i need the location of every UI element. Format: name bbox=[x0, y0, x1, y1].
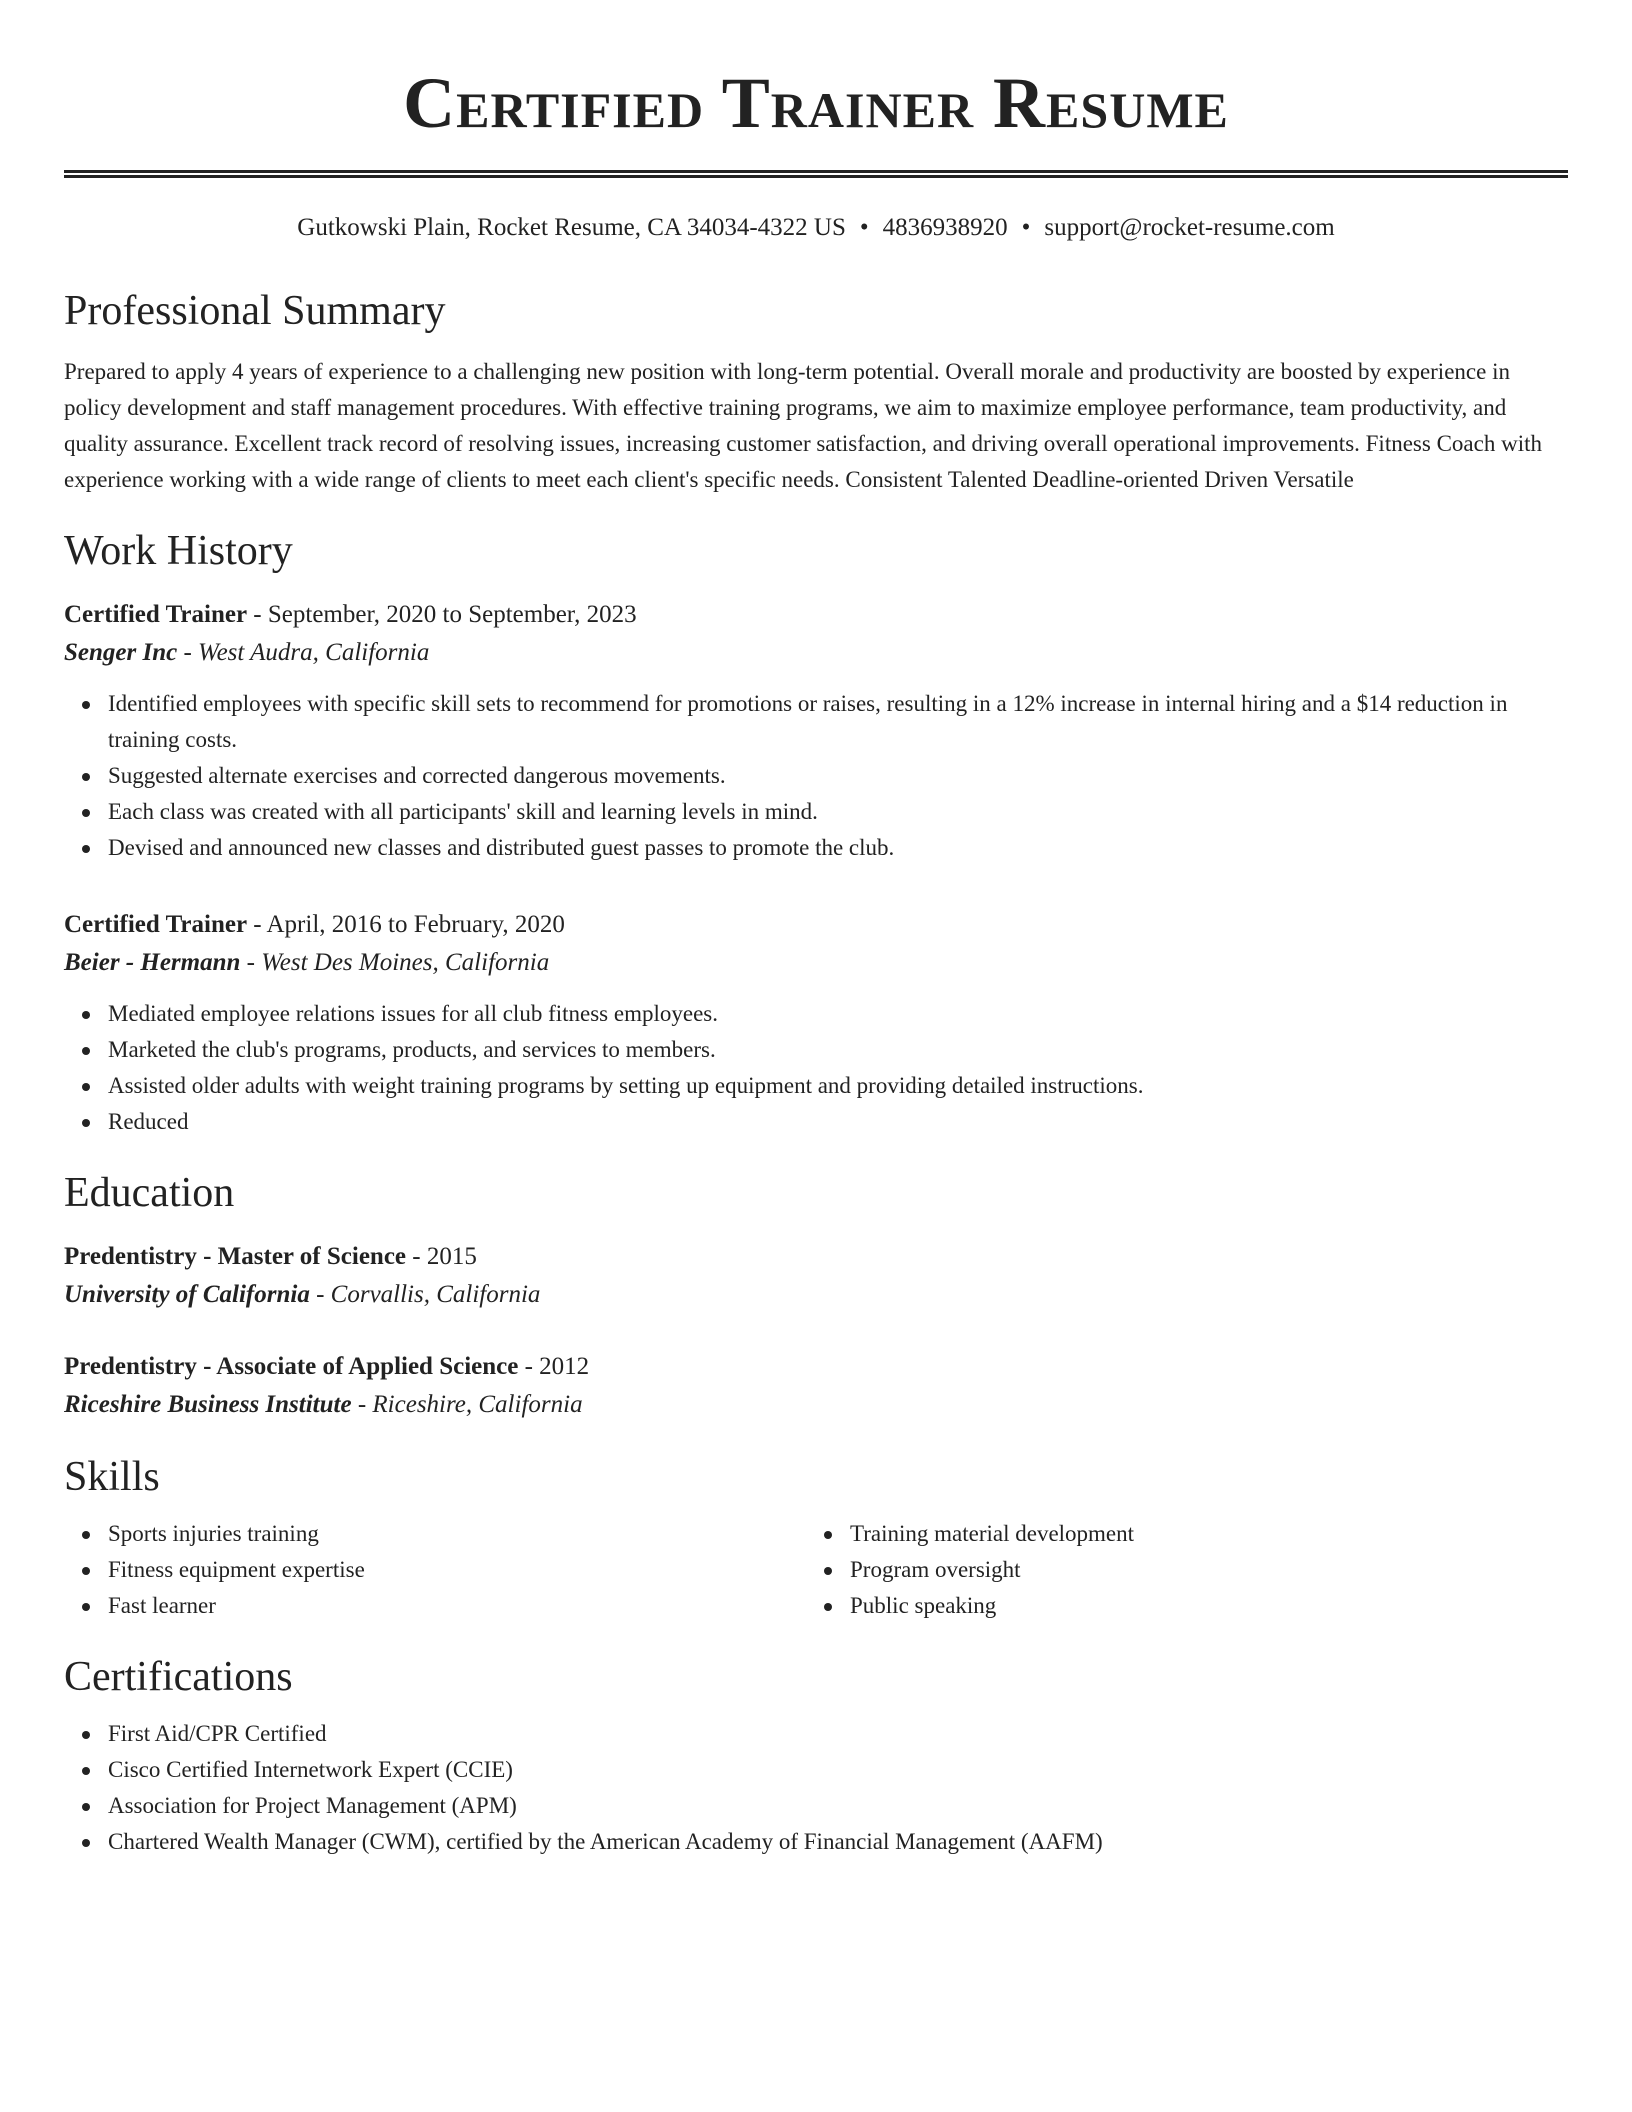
job-company: Senger Inc bbox=[64, 639, 178, 666]
contact-email: support@rocket-resume.com bbox=[1044, 214, 1335, 241]
education-school-line bbox=[64, 1276, 1568, 1314]
skill-item: Program oversight bbox=[850, 1552, 1548, 1588]
education-degree: Predentistry - Master of Science bbox=[64, 1243, 407, 1270]
resume-title: Certified Trainer Resume bbox=[403, 63, 1229, 143]
job-bullet: Reduced bbox=[108, 1104, 1568, 1140]
job-company-line bbox=[64, 634, 1568, 672]
certification-item: Chartered Wealth Manager (CWM), certified by the American Academy of Financial Management (AAFM) bbox=[108, 1824, 1568, 1860]
job-bullet-list bbox=[64, 686, 1568, 866]
education-degree: Predentistry - Associate of Applied Science bbox=[64, 1353, 519, 1380]
job-role-line bbox=[64, 906, 1568, 944]
education-school-line bbox=[64, 1386, 1568, 1424]
education-school: Riceshire Business Institute bbox=[64, 1391, 352, 1418]
education-degree-line bbox=[64, 1348, 1568, 1386]
job-bullet-list bbox=[64, 996, 1568, 1140]
summary-text: Prepared to apply 4 years of experience to a challenging new position with long-term potential. Overall morale and productivity are boosted by experience in policy development and staff management procedures. With effective training programs, we aim to maximize employee performance, team productivity, and quality assurance. Excellent track record of resolving issues, increasing customer satisfaction, and driving overall operational improvements. Fitness Coach with experience working with a wide range of clients to meet each client's specific needs. Consistent Talented Deadline-oriented Driven Versatile bbox=[64, 359, 1542, 492]
skills-list-right bbox=[806, 1516, 1548, 1624]
job-bullet: Mediated employee relations issues for all club fitness employees. bbox=[108, 996, 1568, 1032]
education-location: - Corvallis, California bbox=[309, 1281, 541, 1308]
job-bullet: Each class was created with all participants' skill and learning levels in mind. bbox=[108, 794, 1568, 830]
title-double-rule bbox=[64, 170, 1568, 178]
job-company-line bbox=[64, 944, 1568, 982]
certification-item: Association for Project Management (APM) bbox=[108, 1788, 1568, 1824]
contact-separator: • bbox=[1021, 214, 1031, 241]
contact-line bbox=[64, 212, 1568, 244]
contact-phone: 4836938920 bbox=[882, 214, 1008, 241]
education-entry bbox=[64, 1348, 1568, 1424]
skill-item: Public speaking bbox=[850, 1588, 1548, 1624]
job-bullet: Suggested alternate exercises and corrected dangerous movements. bbox=[108, 758, 1568, 794]
job-entry bbox=[64, 596, 1568, 866]
job-location: - West Des Moines, California bbox=[240, 949, 550, 976]
education-degree-line bbox=[64, 1238, 1568, 1276]
skill-item: Sports injuries training bbox=[108, 1516, 806, 1552]
certification-item: Cisco Certified Internetwork Expert (CCIE) bbox=[108, 1752, 1568, 1788]
job-entry bbox=[64, 906, 1568, 1140]
certifications-list bbox=[64, 1716, 1568, 1860]
summary-heading: Professional Summary bbox=[64, 288, 446, 334]
job-role: Certified Trainer bbox=[64, 601, 248, 628]
job-dates: - April, 2016 to February, 2020 bbox=[247, 911, 565, 938]
education-year: - 2012 bbox=[518, 1353, 590, 1380]
skill-item: Training material development bbox=[850, 1516, 1548, 1552]
job-bullet: Devised and announced new classes and distributed guest passes to promote the club. bbox=[108, 830, 1568, 866]
work-history-heading: Work History bbox=[64, 528, 293, 574]
job-role: Certified Trainer bbox=[64, 911, 248, 938]
skills-heading: Skills bbox=[64, 1454, 160, 1500]
skill-item: Fast learner bbox=[108, 1588, 806, 1624]
job-dates: - September, 2020 to September, 2023 bbox=[247, 601, 637, 628]
certifications-heading: Certifications bbox=[64, 1654, 293, 1700]
certification-item: First Aid/CPR Certified bbox=[108, 1716, 1568, 1752]
education-school: University of California bbox=[64, 1281, 310, 1308]
job-role-line bbox=[64, 596, 1568, 634]
job-bullet: Identified employees with specific skill sets to recommend for promotions or raises, resulting in a 12% increase in internal hiring and a $14 reduction in training costs. bbox=[108, 686, 1568, 758]
skills-list-left bbox=[64, 1516, 806, 1624]
skill-item: Fitness equipment expertise bbox=[108, 1552, 806, 1588]
education-year: - 2015 bbox=[406, 1243, 477, 1270]
contact-address: Gutkowski Plain, Rocket Resume, CA 34034-4322 US bbox=[297, 214, 846, 241]
job-company: Beier - Hermann bbox=[64, 949, 241, 976]
job-bullet: Assisted older adults with weight training programs by setting up equipment and providing detailed instructions. bbox=[108, 1068, 1568, 1104]
job-location: - West Audra, California bbox=[177, 639, 430, 666]
contact-separator: • bbox=[859, 214, 869, 241]
education-heading: Education bbox=[64, 1170, 235, 1216]
education-location: - Riceshire, California bbox=[351, 1391, 583, 1418]
job-bullet: Marketed the club's programs, products, and services to members. bbox=[108, 1032, 1568, 1068]
skills-grid bbox=[64, 1516, 1568, 1624]
education-entry bbox=[64, 1238, 1568, 1314]
